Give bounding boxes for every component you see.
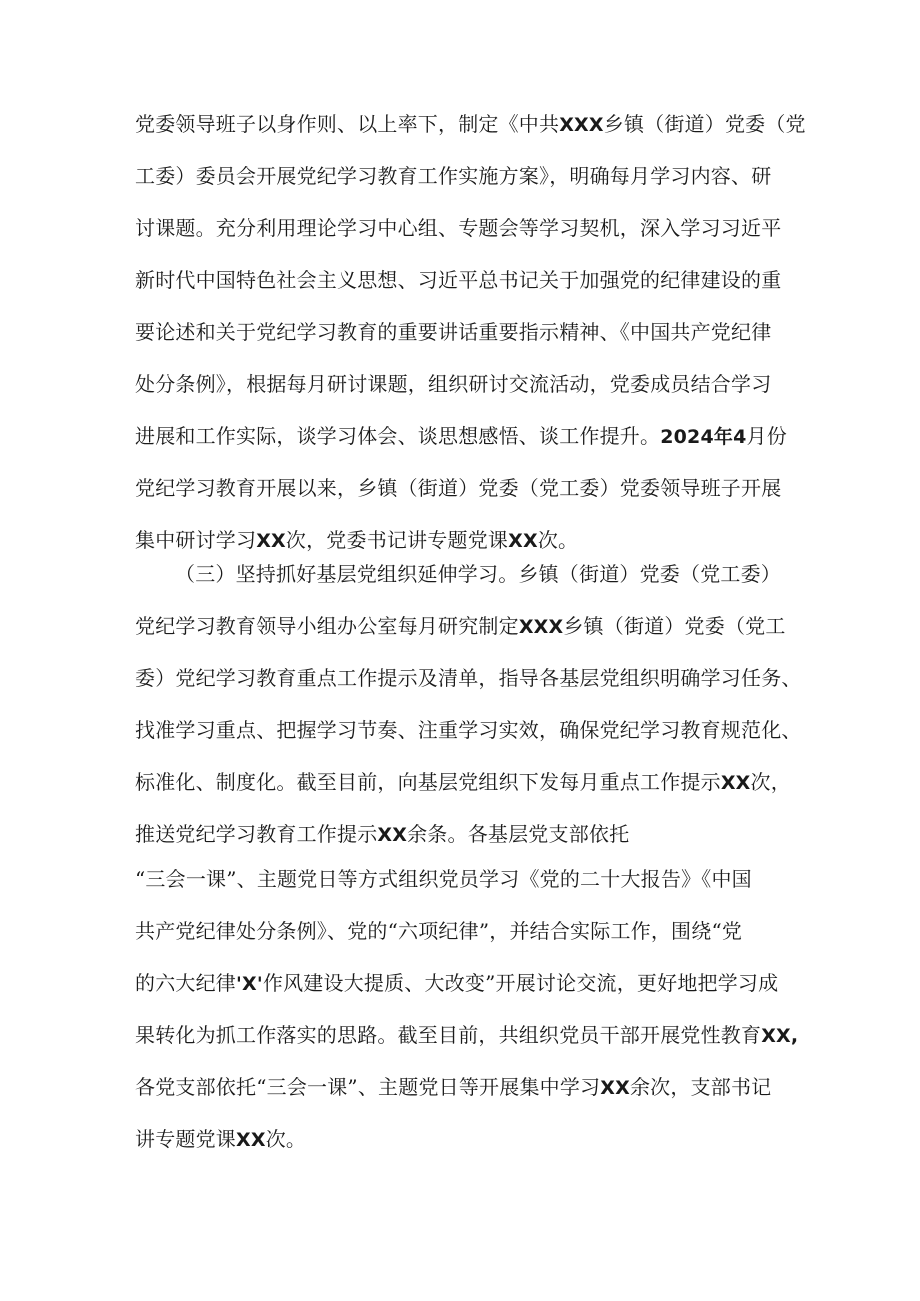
text-line: 讨课题。充分利用理论学习中心组、专题会等学习契机，深入学习习近平	[135, 216, 782, 240]
text-line: 果转化为抓工作落实的思路。截至目前，共组织党员干部开展党性教育XX,	[135, 1023, 799, 1047]
text-line: 的六大纪律'X'作风建设大提质、大改变”开展讨论交流，更好地把学习成	[135, 971, 779, 995]
text-line: 共产党纪律处分条例》、党的“六项纪律”，并结合实际工作，围绕“党	[135, 919, 743, 943]
text-line: 进展和工作实际，谈学习体会、谈思想感悟、谈工作提升。2024年4月份	[135, 424, 787, 448]
text-line: 工委）委员会开展党纪学习教育工作实施方案》，明确每月学习内容、研	[135, 164, 772, 188]
text-line: 讲专题党课XX次。	[135, 1127, 307, 1151]
text-line: 找准学习重点、把握学习节奏、注重学习实效，确保党纪学习教育规范化、	[135, 718, 802, 742]
text-line: 要论述和关于党纪学习教育的重要讲话重要指示精神、《中国共产党纪律	[135, 320, 772, 344]
text-line: 各党支部依托“三会一课”、主题党日等开展集中学习XX余次，支部书记	[135, 1075, 772, 1099]
text-line: 新时代中国特色社会主义思想、习近平总书记关于加强党的纪律建设的重	[135, 268, 782, 292]
text-line: 推送党纪学习教育工作提示XX余条。各基层党支部依托	[135, 822, 630, 846]
paragraph-3	[135, 853, 815, 1165]
paragraph-2	[135, 548, 815, 860]
text-line: （三）坚持抓好基层党组织延伸学习。乡镇（街道）党委（党工委）	[175, 562, 781, 586]
text-line: 党纪学习教育开展以来，乡镇（街道）党委（党工委）党委领导班子开展	[135, 476, 782, 500]
text-line: 集中研讨学习XX次，党委书记讲专题党课XX次。	[135, 528, 579, 552]
paragraph-1	[135, 98, 815, 566]
text-line: 处分条例》，根据每月研讨课题，组织研讨交流活动，党委成员结合学习	[135, 372, 772, 396]
text-line: 委）党纪学习教育重点工作提示及清单，指导各基层党组织明确学习任务、	[135, 666, 802, 690]
text-line: 党纪学习教育领导小组办公室每月研究制定XXX乡镇（街道）党委（党工	[135, 614, 786, 638]
text-line: 党委领导班子以身作则、以上率下，制定《中共XXX乡镇（街道）党委（党	[135, 112, 806, 136]
text-line: “三会一课”、主题党日等方式组织党员学习《党的二十大报告》《中国	[135, 867, 752, 891]
text-line: 标准化、制度化。截至目前，向基层党组织下发每月重点工作提示XX次，	[135, 770, 791, 794]
